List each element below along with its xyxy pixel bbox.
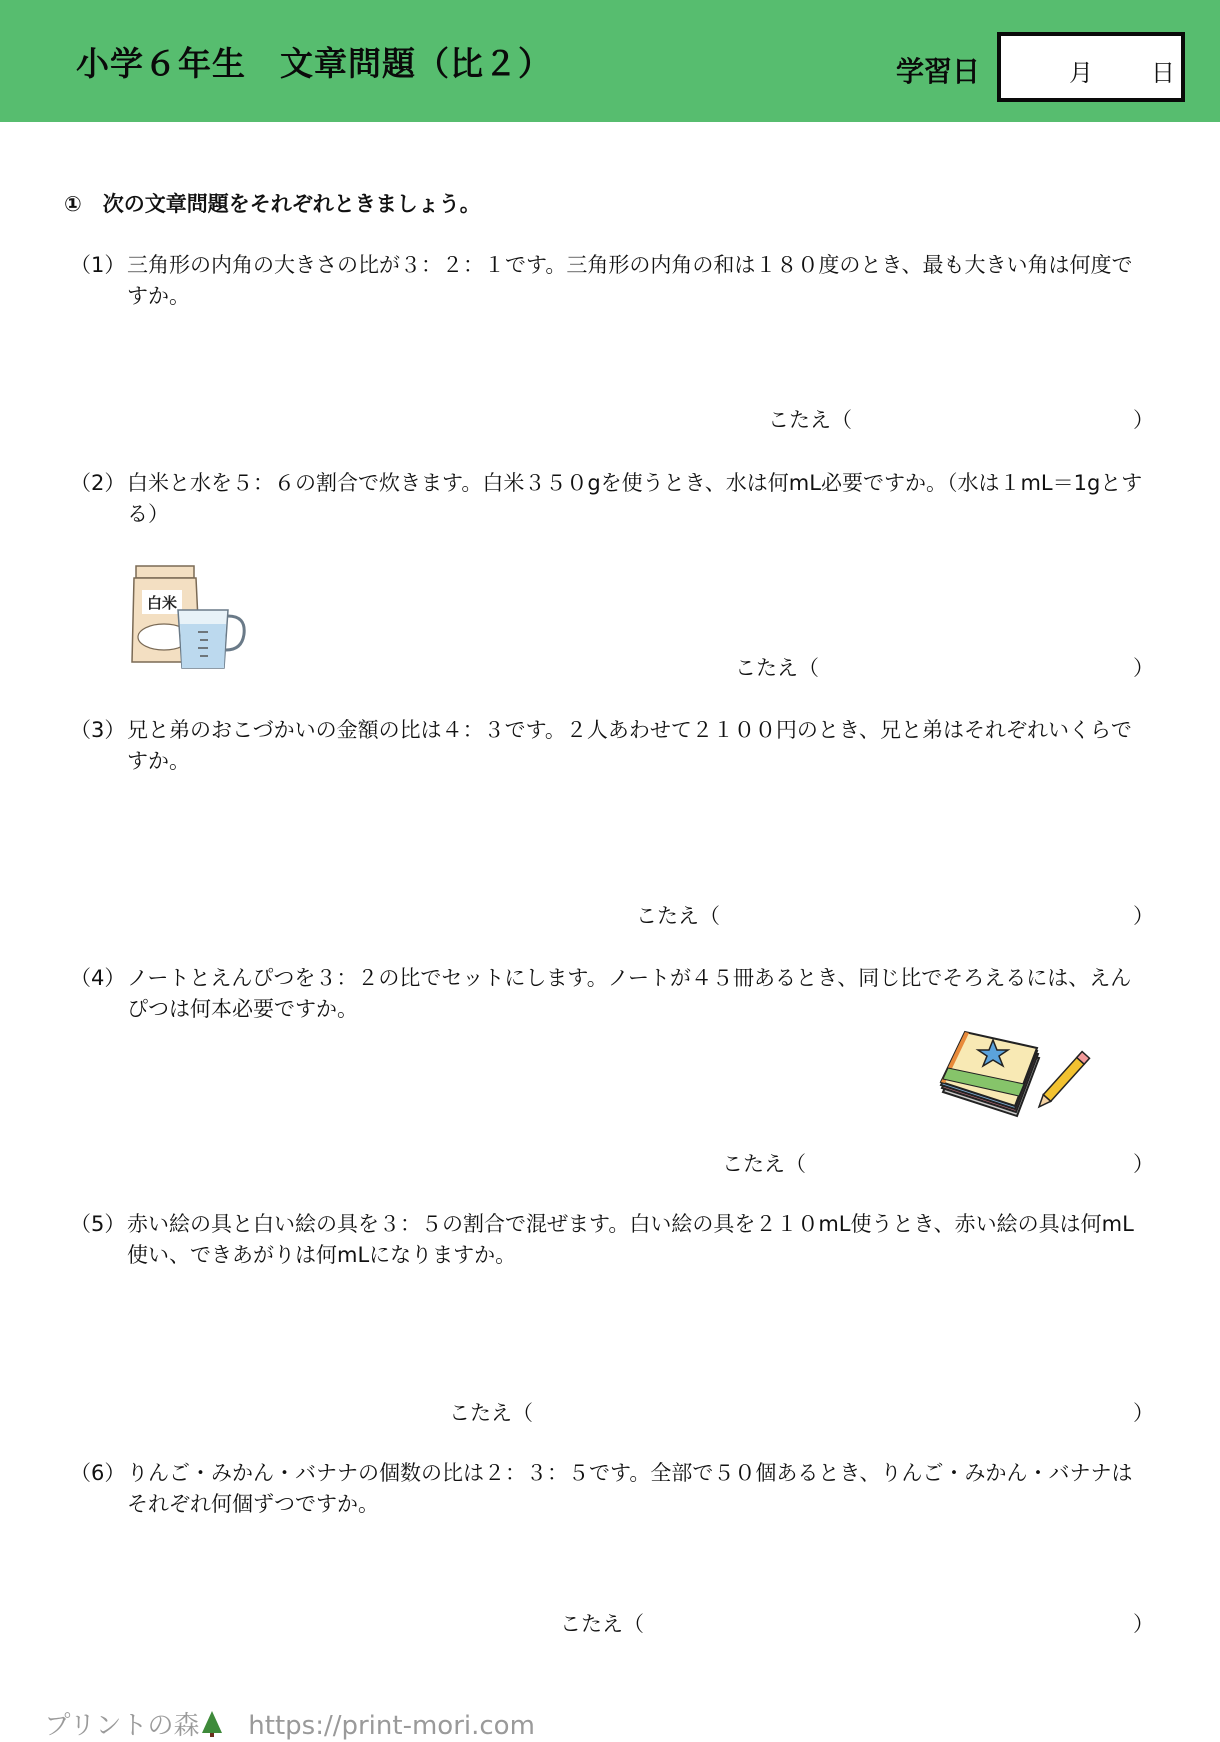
question-number: （1）: [70, 253, 126, 277]
rice-label: 白米: [146, 594, 178, 612]
answer-label: こたえ（: [768, 408, 852, 432]
answer-close: ）: [1133, 1401, 1154, 1425]
question-text: 赤い絵の具と白い絵の具を３：５の割合で混ぜます。白い絵の具を２１０mL使うとき、赤い絵の具は何mL使い、できあがりは何mLになりますか。: [127, 1212, 1134, 1267]
answer-close: ）: [1133, 1612, 1154, 1636]
date-box[interactable]: [997, 32, 1185, 102]
page-title: 小学６年生 文章問題（比２）: [76, 44, 552, 83]
answer-label: こたえ（: [722, 1152, 806, 1176]
tree-icon: [200, 1711, 224, 1741]
answer-close: ）: [1133, 1152, 1154, 1176]
rice-bag-and-measuring-cup-illustration: [128, 562, 253, 676]
site-name: プリントの森: [44, 1711, 200, 1741]
month-label: 月: [1069, 59, 1093, 87]
question-number: （6）: [70, 1461, 126, 1485]
question-3: [70, 715, 1150, 777]
question-text: りんご・みかん・バナナの個数の比は２：３：５です。全部で５０個あるとき、りんご・みかん・バナナはそれぞれ何個ずつですか。: [127, 1461, 1133, 1516]
answer-label: こたえ（: [735, 656, 819, 680]
question-text: 兄と弟のおこづかいの金額の比は４：３です。２人あわせて２１００円のとき、兄と弟はそれぞれいくらですか。: [127, 718, 1132, 773]
question-text: ノートとえんぴつを３：２の比でセットにします。ノートが４５冊あるとき、同じ比でそろえるには、えんぴつは何本必要ですか。: [127, 966, 1132, 1021]
question-number: （4）: [70, 966, 126, 990]
question-number: （3）: [70, 718, 126, 742]
instructions: ① 次の文章問題をそれぞれときましょう。: [64, 192, 481, 216]
question-1: [70, 250, 1150, 312]
site-url[interactable]: https://print-mori.com: [248, 1711, 535, 1741]
answer-label: こたえ（: [560, 1612, 644, 1636]
day-label: 日: [1151, 59, 1175, 87]
question-5: [70, 1209, 1150, 1271]
question-4: [70, 963, 1150, 1025]
question-text: 三角形の内角の大きさの比が３：２：１です。三角形の内角の和は１８０度のとき、最も大きい角は何度ですか。: [127, 253, 1133, 308]
answer-label: こたえ（: [636, 904, 720, 928]
question-2: [70, 468, 1150, 530]
question-text: 白米と水を５：６の割合で炊きます。白米３５０gを使うとき、水は何mL必要ですか。（水は１mL＝1gとする）: [127, 471, 1143, 526]
notebooks-and-pencil-illustration: [935, 1018, 1105, 1122]
answer-label: こたえ（: [449, 1401, 533, 1425]
date-label: 学習日: [896, 55, 981, 88]
question-6: [70, 1458, 1150, 1520]
header-bar: [0, 0, 1220, 122]
answer-close: ）: [1133, 408, 1154, 432]
question-number: （5）: [70, 1212, 126, 1236]
question-number: （2）: [70, 471, 126, 495]
answer-close: ）: [1133, 904, 1154, 928]
answer-close: ）: [1133, 656, 1154, 680]
